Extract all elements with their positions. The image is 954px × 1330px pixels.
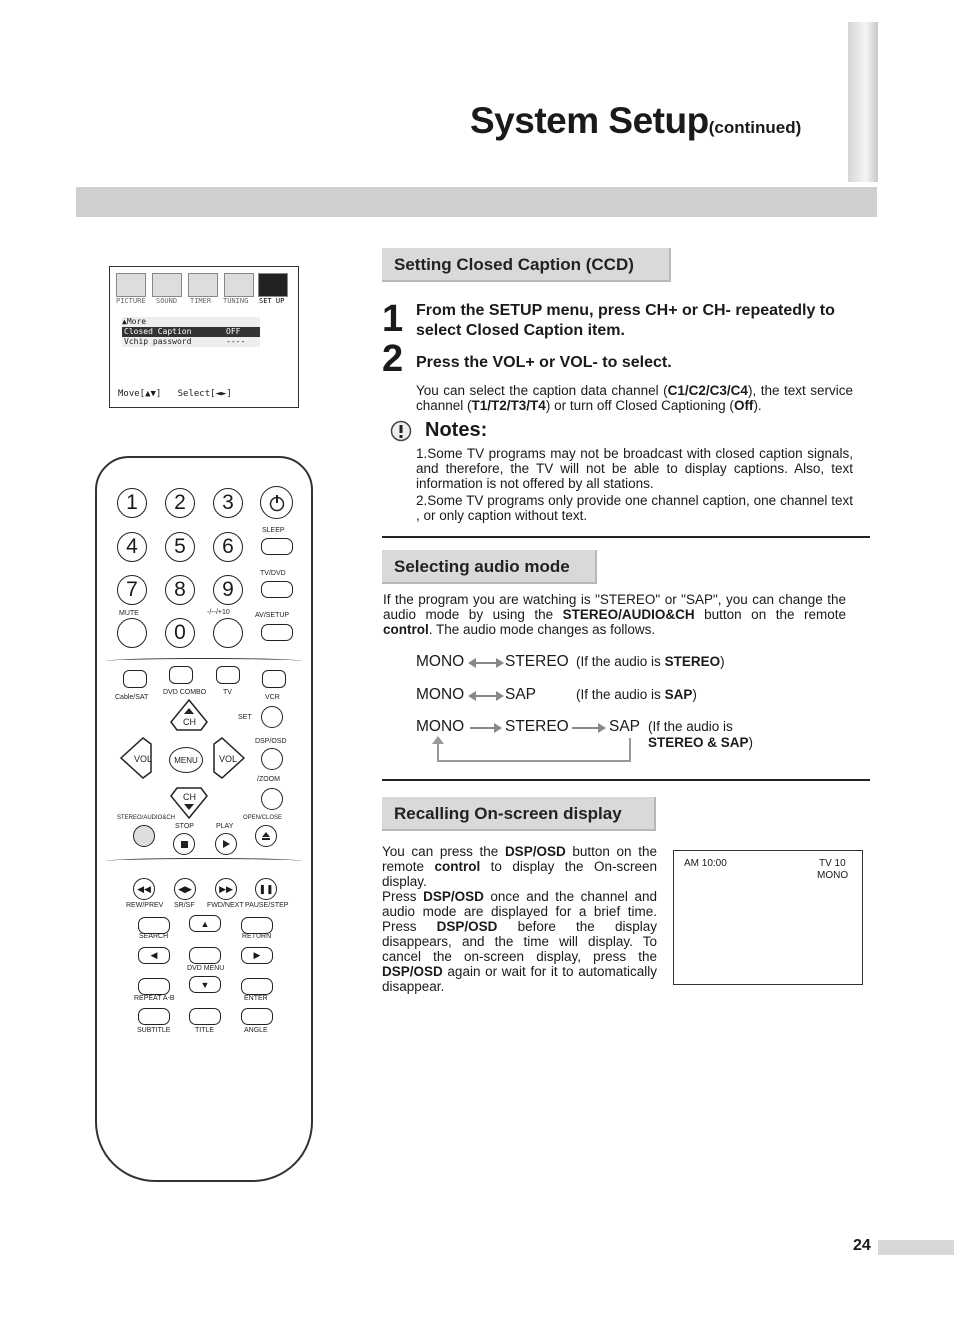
tab-label-timer: TIMER: [190, 297, 212, 305]
page-number-bar: [878, 1240, 954, 1255]
plus10-label: -/--/+10: [207, 609, 230, 616]
title-suffix: (continued): [708, 118, 802, 137]
avsetup-button[interactable]: [261, 624, 293, 641]
osd-footer: Move[▲▼] Select[◄►]: [118, 389, 232, 399]
digit-5-button[interactable]: 5: [165, 532, 195, 562]
tab-label-sound: SOUND: [156, 297, 178, 305]
ch-up-button[interactable]: CH: [169, 698, 209, 738]
flow2-mono: MONO: [416, 686, 465, 703]
enter-button[interactable]: [241, 978, 273, 995]
rew-label: REW/PREV: [126, 902, 164, 909]
decorative-side-bar: [848, 22, 878, 182]
timer-tab-icon: [188, 273, 218, 297]
vcr-label: VCR: [265, 694, 280, 701]
rew-prev-button[interactable]: ◀◀: [133, 878, 155, 900]
digit-7-button[interactable]: 7: [117, 575, 147, 605]
dvd-combo-label: DVD COMBO: [163, 689, 207, 696]
bidirectional-arrow-icon: [470, 662, 502, 664]
dvd-menu-button[interactable]: [189, 947, 221, 964]
search-label: SEARCH: [139, 933, 169, 940]
left-button[interactable]: ◀: [138, 947, 170, 964]
tab-label-picture: PICTURE: [116, 297, 146, 305]
fwd-label: FWD/NEXT: [207, 902, 244, 909]
open-close-label: OPEN/CLOSE: [243, 815, 283, 821]
divider-arc: [107, 858, 301, 864]
up-button[interactable]: ▲: [189, 915, 221, 932]
arrow-right-icon: [470, 727, 500, 729]
digit-4-button[interactable]: 4: [117, 532, 147, 562]
dvd-menu-label: DVD MENU: [187, 965, 225, 972]
section-heading-audio: Selecting audio mode: [382, 550, 597, 584]
set-button[interactable]: [261, 706, 283, 728]
flow2-condition: (If the audio is SAP): [576, 687, 697, 702]
setup-menu-screen: [109, 266, 299, 408]
sleep-label: SLEEP: [262, 527, 285, 534]
flow1-condition: (If the audio is STEREO): [576, 654, 725, 669]
flow1-mono: MONO: [416, 653, 465, 670]
bidirectional-arrow-icon: [470, 695, 502, 697]
digit-9-button[interactable]: 9: [213, 575, 243, 605]
ch-down-button[interactable]: CH: [169, 780, 209, 820]
play-label: PLAY: [216, 823, 234, 830]
title-main: System Setup: [470, 100, 709, 141]
subtitle-label: SUBTITLE: [137, 1027, 171, 1034]
menu-button[interactable]: MENU: [169, 747, 203, 773]
setup-tab-icon: [258, 273, 288, 297]
mute-label: MUTE: [119, 610, 139, 617]
mute-button[interactable]: [117, 618, 147, 648]
sr-sf-button[interactable]: ◀▶: [174, 878, 196, 900]
right-button[interactable]: ▶: [241, 947, 273, 964]
stereo-audio-ch-button[interactable]: [133, 825, 155, 847]
flow3-mono: MONO: [416, 718, 465, 735]
flow3-stereo: STEREO: [505, 718, 569, 735]
fwd-next-button[interactable]: ▶▶: [215, 878, 237, 900]
digit-6-button[interactable]: 6: [213, 532, 243, 562]
srsf-label: SR/SF: [174, 902, 195, 909]
flow2-sap: SAP: [505, 686, 537, 703]
cable-sat-button[interactable]: [123, 670, 147, 688]
arrow-right-icon: [572, 727, 604, 729]
stereo-audio-label: STEREO/AUDIO&CH: [117, 815, 176, 821]
section-divider: [382, 536, 870, 538]
digit-0-button[interactable]: 0: [165, 618, 195, 648]
ccd-description: You can select the caption data channel (C1/C2/C3/C4), the text service channel (T1/T2/T3/T4) or turn off Closed Captioning (Off).: [416, 383, 853, 413]
search-button[interactable]: [138, 917, 170, 934]
step-1-number: 1: [382, 298, 404, 340]
osd-row-vchip: Vchip password ----: [122, 337, 260, 347]
digit-1-button[interactable]: 1: [117, 488, 147, 518]
note-1: 1.Some TV programs may not be broadcast with closed caption signals, and therefore, the TV will not be able to display captions. Also, text information is not offered by all stations.: [416, 446, 853, 491]
divider-arc: [107, 658, 301, 664]
tab-label-setup: SET UP: [259, 297, 285, 305]
zoom-button[interactable]: [261, 788, 283, 810]
osd-channel: TV 10: [819, 858, 846, 869]
tv-button[interactable]: [216, 666, 240, 684]
pause-step-button[interactable]: ❚❚: [255, 878, 277, 900]
dsp-osd-button[interactable]: [261, 748, 283, 770]
arrow-up-icon: [432, 736, 444, 744]
digit-3-button[interactable]: 3: [213, 488, 243, 518]
section-heading-osd: Recalling On-screen display: [382, 797, 656, 831]
tvdvd-label: TV/DVD: [260, 570, 286, 577]
return-button[interactable]: [241, 917, 273, 934]
open-close-button[interactable]: [255, 825, 277, 847]
digit-2-button[interactable]: 2: [165, 488, 195, 518]
flow3-sap: SAP: [609, 718, 641, 735]
repeat-ab-button[interactable]: [138, 978, 170, 995]
picture-tab-icon: [116, 273, 146, 297]
step-1-text: From the SETUP menu, press CH+ or CH- repeatedly to select Closed Caption item.: [416, 302, 835, 339]
angle-label: ANGLE: [244, 1027, 268, 1034]
osd-more: ▲More: [122, 317, 260, 327]
tuning-tab-icon: [224, 273, 254, 297]
remote-control: [95, 456, 313, 1182]
note-2: 2.Some TV programs only provide one channel caption, one channel text , or only caption without text.: [416, 493, 853, 523]
tab-label-tuning: TUNING: [223, 297, 249, 305]
osd-time: AM 10:00: [684, 858, 727, 869]
page-number: 24: [853, 1237, 871, 1254]
sound-tab-icon: [152, 273, 182, 297]
digit-8-button[interactable]: 8: [165, 575, 195, 605]
tv-label: TV: [223, 689, 232, 696]
osd-audio-mode: MONO: [817, 870, 849, 881]
repeat-label: REPEAT A-B: [134, 995, 175, 1002]
osd-description: You can press the DSP/OSD button on the remote control to display the On-screen display. Press DSP/OSD once and the channel and audio mode are displayed for a brief time. Press DSP/OSD before the display disappears, and the time will display. To cancel the on-screen display, press the DSP/OSD again or wait for it to automatically disappear.: [382, 844, 657, 994]
enter-label: ENTER: [244, 995, 268, 1002]
page-title: [470, 100, 801, 142]
flow1-stereo: STEREO: [505, 653, 569, 670]
dvd-combo-button[interactable]: [169, 666, 193, 684]
vol-up-label: VOL: [219, 754, 238, 764]
header-band: [76, 187, 877, 217]
stop-button[interactable]: [173, 833, 195, 855]
osd-row-closed-caption: Closed Caption OFF: [122, 327, 260, 337]
zoom-label: /ZOOM: [257, 776, 280, 783]
sleep-button[interactable]: [261, 538, 293, 555]
section-divider: [382, 779, 870, 781]
return-label: RETURN: [242, 933, 272, 940]
step-2-text: Press the VOL+ or VOL- to select.: [416, 354, 672, 371]
down-button[interactable]: ▼: [189, 976, 221, 993]
audio-description: If the program you are watching is "STEREO" or "SAP", you can change the audio mode by using the STEREO/AUDIO&CH button on the remote control. The audio mode changes as follows.: [383, 592, 846, 637]
angle-button[interactable]: [241, 1008, 273, 1025]
dsp-osd-label: DSP/OSD: [255, 738, 287, 745]
cable-sat-label: Cable/SAT: [115, 694, 149, 701]
vol-down-label: VOL: [134, 754, 153, 764]
play-button[interactable]: [215, 833, 237, 855]
flow3-condition: (If the audio is STEREO & SAP): [648, 719, 754, 750]
power-button[interactable]: [260, 486, 293, 519]
set-label: SET: [238, 714, 252, 721]
vcr-button[interactable]: [262, 670, 286, 688]
warning-icon: [390, 420, 412, 442]
tvdvd-button[interactable]: [261, 581, 293, 598]
title-button[interactable]: [189, 1008, 221, 1025]
plus10-button[interactable]: [213, 618, 243, 648]
pause-label: PAUSE/STEP: [245, 902, 289, 909]
title-label: TITLE: [195, 1027, 215, 1034]
step-2-number: 2: [382, 338, 404, 380]
stop-label: STOP: [175, 823, 194, 830]
on-screen-display-example: [673, 850, 863, 985]
notes-title: Notes:: [425, 419, 488, 441]
avsetup-label: AV/SETUP: [255, 612, 290, 619]
subtitle-button[interactable]: [138, 1008, 170, 1025]
loop-back-arrow-icon: [437, 738, 631, 762]
section-heading-ccd: Setting Closed Caption (CCD): [382, 248, 671, 282]
